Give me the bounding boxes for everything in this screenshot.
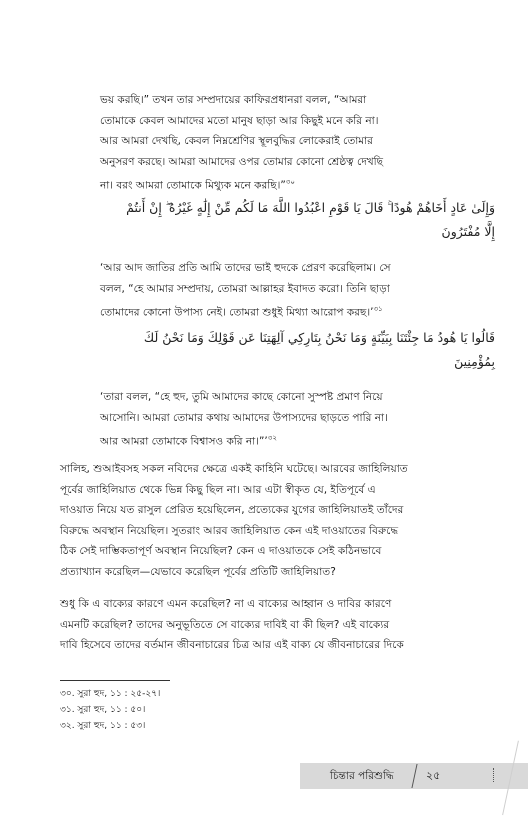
quote-block-2	[100, 258, 495, 323]
paragraph-line: পূর্বের জাহিলিয়াত থেকে ভিন্ন কিছু ছিল না। আর এটা স্বীকৃত যে, ইতিপূর্বে এ	[60, 483, 376, 496]
footnote-item: ৩১. সুরা হুদ, ১১ : ৫০।	[60, 705, 146, 715]
arabic-line: وَإِلَىٰ عَادٍ أَخَاهُمْ هُودًا ۚ قَالَ يَا قَوْمِ اعْبُدُوا اللَّهَ مَا لَكُم مِّنْ إِلَٰهٍ غَيْرُهُ ۖ إِنْ أَنتُمْ	[126, 200, 495, 215]
body-paragraph-2	[60, 594, 498, 656]
paragraph-line: দাওয়াত নিয়ে যত রাসুল প্রেরিত হয়েছিলেন, প্রত্যেকের যুগের জাহিলিয়াতই তাঁদের	[60, 504, 404, 516]
paragraph-line: এমনটি করেছিল? তাদের অনুভূতিতে সে বাক্যের দাবিই বা কী ছিল? এই বাক্যের	[60, 618, 390, 631]
paragraph-line: প্রত্যাখ্যান করেছিল—যেভাবে করেছিল পূর্বের প্রতিটি জাহিলিয়াত?	[60, 565, 336, 578]
footnote-ref: ৩২	[267, 434, 277, 442]
footnote-item: ৩০. সুরা হুদ, ১১ : ২৫-২৭।	[60, 689, 161, 699]
footnote-ref: ৩০	[285, 178, 295, 186]
page-number: ২৫	[426, 769, 441, 782]
quote-line: বলল, “হে আমার সম্প্রদায়, তোমরা আল্লাহর ইবাদত করো। তিনি ছাড়া	[100, 282, 390, 295]
arabic-line: بِمُؤْمِنِينَ	[454, 354, 495, 369]
quote-line: আসোনি। আমরা তোমার কথায় আমাদের উপাস্যদের ছাড়তে পারি না।	[100, 411, 388, 424]
footnote-item: ৩২. সুরা হুদ, ১১ : ৫৩।	[60, 721, 146, 731]
footnote-divider	[60, 680, 170, 681]
quote-line: ‘আর আদ জাতির প্রতি আমি তাদের ভাই হুদকে প্রেরণ করেছিলাম। সে	[100, 262, 391, 274]
paragraph-line: ঠিক সেই দাম্ভিকতাপূর্ণ অবস্থান নিয়েছিল? কেন এ দাওয়াতকে সেই কঠিনভাবে	[60, 545, 382, 557]
quote-line: তোমাকে কেবল আমাদের মতো মানুষ ছাড়া আর কিছুই মনে করি না।	[100, 114, 379, 127]
paragraph-line: বিরুদ্ধে অবস্থান নিয়েছিল। সুতরাং আরব জাহিলিয়াত কেন এই দাওয়াতের বিরুদ্ধে	[60, 524, 399, 537]
arabic-verse-1	[100, 196, 495, 244]
arabic-line: قَالُوا يَا هُودُ مَا جِئْتَنَا بِبَيِّنَةٍ وَمَا نَحْنُ بِتَارِكِي آلِهَتِنَا عَن قَوْلِكَ وَمَا نَحْنُ لَكَ	[143, 330, 495, 345]
quote-line: তোমাদের কোনো উপাস্য নেই। তোমরা শুধুই মিথ্যা আরোপ করছ।’$^{৩১}$	[100, 305, 383, 319]
crop-mark	[493, 768, 496, 782]
quote-block-1	[100, 90, 495, 196]
quote-line: আর আমরা দেখছি, কেবল নিম্নশ্রেণির স্থূলবুদ্ধির লোকেরাই তোমার	[100, 135, 373, 147]
body-paragraph-1	[60, 459, 498, 582]
arabic-verse-2	[100, 326, 495, 374]
footnote-ref: ৩১	[373, 305, 383, 313]
footer-book-title: চিন্তার পরিশুদ্ধি	[330, 770, 394, 782]
paragraph-line: সালিহ, শুআইবসহ সকল নবিদের ক্ষেত্রে একই কাহিনি ঘটেছে। আরবের জাহিলিয়াত	[60, 463, 408, 475]
quote-line: আর আমরা তোমাকে বিশ্বাসও করি না।”’$^{৩২}$	[100, 434, 277, 448]
quote-line: ভয় করছি।” তখন তার সম্প্রদায়ের কাফিরপ্রধানরা বলল, “আমরা	[100, 94, 367, 106]
footnotes	[60, 686, 160, 734]
quote-line: না। বরং আমরা তোমাকে মিথ্যুক মনে করছি।”$^{৩০}$	[100, 178, 295, 192]
paragraph-line: শুধু কি এ বাক্যের কারণে এমন করেছিল? না এ বাক্যের আহ্বান ও দাবির কারণে	[60, 598, 392, 610]
arabic-line: إِلَّا مُفْتَرُونَ	[441, 224, 495, 239]
quote-block-3	[100, 387, 495, 452]
quote-line: অনুসরণ করছে। আমরা আমাদের ওপর তোমার কোনো শ্রেষ্ঠত্ব দেখছি	[100, 155, 384, 168]
quote-line: ‘তারা বলল, “হে হুদ, তুমি আমাদের কাছে কোনো সুস্পষ্ট প্রমাণ নিয়ে	[100, 391, 383, 403]
paragraph-line: দাবি হিসেবে তাদের বর্তমান জীবনাচারের চিত্র আর এই বাক্য যে জীবনাচারের দিকে	[60, 639, 404, 651]
